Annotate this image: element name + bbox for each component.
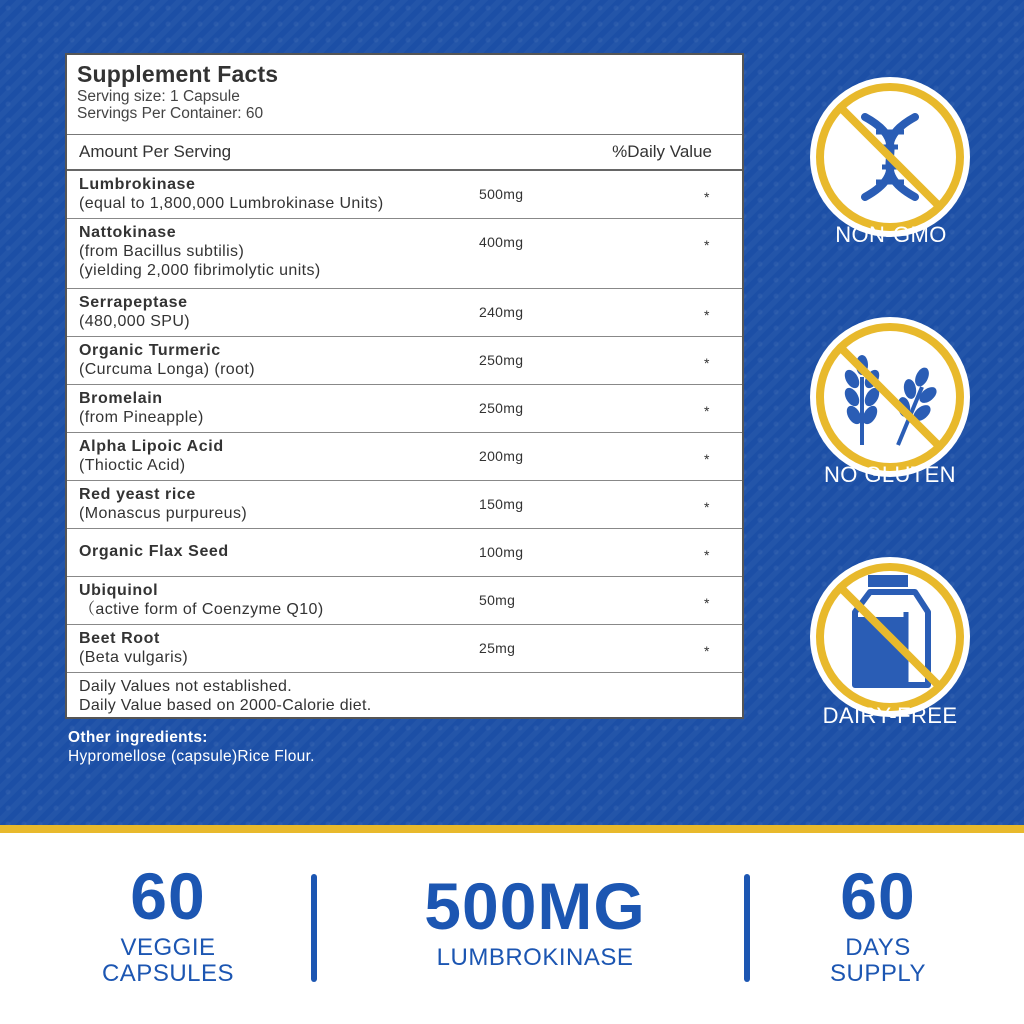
footnote-line-1: Daily Values not established. <box>79 678 292 695</box>
dosage-stat <box>370 869 700 971</box>
ingredient-description: (Monascus purpureus) <box>79 505 248 522</box>
facts-header <box>67 55 742 135</box>
ingredient-name: Red yeast rice <box>79 486 196 503</box>
ingredient-row <box>67 577 742 625</box>
ingredient-name: Lumbrokinase <box>79 176 196 193</box>
ingredient-description: (equal to 1,800,000 Lumbrokinase Units) <box>79 195 384 212</box>
ingredient-description: （active form of Coenzyme Q10) <box>79 601 324 618</box>
ingredient-name: Organic Flax Seed <box>79 543 229 560</box>
ingredient-amount: 25mg <box>479 640 516 656</box>
ingredient-row <box>67 289 742 337</box>
amount-per-serving-label: Amount Per Serving <box>79 142 232 161</box>
ingredient-rows <box>67 171 742 673</box>
other-ingredients-title: Other ingredients: <box>68 729 208 746</box>
gold-divider-band <box>0 825 1024 833</box>
ingredient-daily-value: * <box>704 189 710 205</box>
days-count: 60 <box>840 859 916 933</box>
serving-size: Serving size: 1 Capsule <box>77 88 240 105</box>
ingredient-amount: 240mg <box>479 304 524 320</box>
amount-header-row <box>67 135 742 171</box>
ingredient-description: (from Pineapple) <box>79 409 204 426</box>
dairy-free-label: DAIRY-FREE <box>822 703 958 728</box>
ingredient-description: (Beta vulgaris) <box>79 649 189 666</box>
ingredient-amount: 250mg <box>479 352 524 368</box>
ingredient-name: Bromelain <box>79 390 163 407</box>
ingredient-row <box>67 171 742 219</box>
other-ingredients-text: Hypromellose (capsule)Rice Flour. <box>68 748 315 765</box>
ingredient-name: Ubiquinol <box>79 582 159 599</box>
milk-carton-icon <box>810 557 970 717</box>
ingredient-description: (from Bacillus subtilis) <box>79 243 245 260</box>
ingredient-amount: 250mg <box>479 400 524 416</box>
wheat-icon <box>810 317 970 477</box>
non-gmo-label: NON-GMO <box>835 222 947 247</box>
ingredient-daily-value: * <box>704 237 710 253</box>
dosage-ingredient: LUMBROKINASE <box>436 944 634 971</box>
ingredient-name: Alpha Lipoic Acid <box>79 438 224 455</box>
ingredient-amount: 150mg <box>479 496 524 512</box>
non-gmo-badge <box>810 77 970 237</box>
ingredient-name: Nattokinase <box>79 224 177 241</box>
stat-divider <box>311 874 317 982</box>
no-gluten-label: NO GLUTEN <box>824 462 956 487</box>
stat-divider <box>744 874 750 982</box>
days-supply-line-1: DAYS <box>845 934 911 961</box>
supplement-facts-panel <box>65 53 744 719</box>
ingredient-amount: 400mg <box>479 234 524 250</box>
other-ingredients <box>68 728 315 766</box>
ingredient-daily-value: * <box>704 499 710 515</box>
servings-per-container: Servings Per Container: 60 <box>77 105 264 122</box>
ingredient-row <box>67 433 742 481</box>
ingredient-amount: 50mg <box>479 592 516 608</box>
ingredient-row <box>67 625 742 673</box>
ingredient-daily-value: * <box>704 451 710 467</box>
footnote-line-2: Daily Value based on 2000-Calorie diet. <box>79 697 372 714</box>
capsule-count-line-2: CAPSULES <box>101 960 235 987</box>
days-supply-line-2: SUPPLY <box>830 960 926 987</box>
ingredient-amount: 200mg <box>479 448 524 464</box>
ingredient-amount: 100mg <box>479 544 524 560</box>
dna-icon <box>810 77 970 237</box>
capsule-count: 60 <box>130 859 206 933</box>
ingredient-daily-value: * <box>704 307 710 323</box>
ingredient-description: (480,000 SPU) <box>79 313 191 330</box>
dairy-free-badge <box>810 557 970 717</box>
facts-title: Supplement Facts <box>77 61 279 87</box>
no-gluten-badge <box>810 317 970 477</box>
ingredient-row <box>67 337 742 385</box>
ingredient-daily-value: * <box>704 403 710 419</box>
ingredient-row <box>67 529 742 577</box>
ingredient-description: (Thioctic Acid) <box>79 457 186 474</box>
ingredient-amount: 500mg <box>479 186 524 202</box>
ingredient-row <box>67 481 742 529</box>
dosage-amount: 500MG <box>424 869 646 943</box>
ingredient-daily-value: * <box>704 643 710 659</box>
ingredient-daily-value: * <box>704 355 710 371</box>
ingredient-name: Organic Turmeric <box>79 342 221 359</box>
daily-value-label: %Daily Value <box>612 142 712 161</box>
ingredient-row <box>67 385 742 433</box>
days-supply-stat <box>778 859 978 987</box>
ingredient-description: (Curcuma Longa) (root) <box>79 361 255 378</box>
ingredient-name: Beet Root <box>79 630 160 647</box>
ingredient-row <box>67 219 742 289</box>
capsule-count-line-1: VEGGIE <box>120 934 216 961</box>
capsule-count-stat <box>68 859 268 987</box>
ingredient-description: (yielding 2,000 fibrimolytic units) <box>79 262 321 279</box>
ingredient-daily-value: * <box>704 547 710 563</box>
facts-footnote <box>67 673 742 715</box>
ingredient-daily-value: * <box>704 595 710 611</box>
ingredient-name: Serrapeptase <box>79 294 188 311</box>
